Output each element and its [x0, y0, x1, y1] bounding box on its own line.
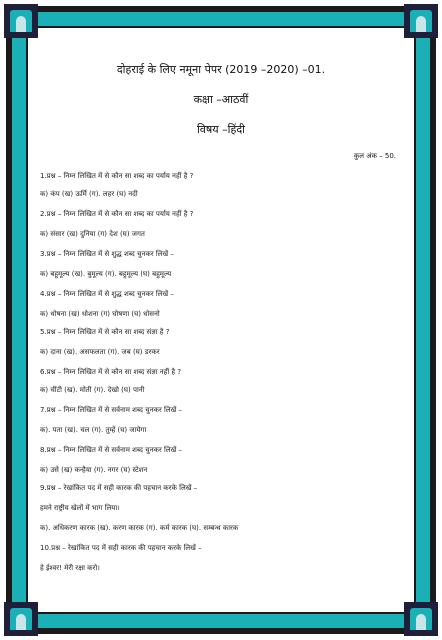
corner-ornament-bottom-left: [4, 602, 38, 636]
options-4: क) धोषना (ख) धोशना (ग) घोषणा (घ) धोसनो: [40, 310, 160, 318]
subject-line: विषय –हिंदी: [196, 123, 246, 136]
question-1: 1.प्रश्न – निम्न लिखित में से कौन सा शब्द का पर्याय नहीं है ?: [40, 172, 194, 180]
question-4: 4.प्रश्न – निम्न लिखित में से शुद्ध शब्द चुनकर लिखें –: [40, 290, 174, 298]
options-8: क) उसे (ख) कन्हैया (ग). नगर (घ) स्टेशन: [40, 466, 148, 474]
options-3: क) बहूमूल्य (ख). बुमूल्य (ग). बहुमूल्य (घ) बहुमूल्य: [40, 270, 172, 278]
class-line: कक्षा –आठवीं: [193, 93, 249, 106]
options-2: क) संसार (ख) दुनिया (ग) देश (घ) जगत: [40, 230, 145, 238]
question-5: 5.प्रश्न – निम्न लिखित में से कौन सा शब्द संज्ञा है ?: [40, 328, 170, 336]
question-6: 6.प्रश्न – निम्न लिखित में से कौन सा शब्द संज्ञा नहीं है ?: [40, 368, 182, 376]
options-1: क) कंप (ख) ऊर्मि (ग). लहर (घ) नदी: [40, 190, 138, 198]
document-body: [40, 40, 402, 600]
options-9: क). अधिकरण कारक (ख). करण कारक (ग). कर्म कारक (घ). सम्बन्ध कारक: [40, 524, 239, 532]
question-10: 10.प्रश्न – रेखांकित पद में सही कारक की पहचान करके लिखें –: [40, 544, 202, 552]
sentence-10: हे ईश्वर! मेरी रक्षा करो।: [40, 564, 100, 572]
options-5: क) दाना (ख). असफलता (ग). जब (घ) डरकर: [40, 348, 160, 356]
question-3: 3.प्रश्न – निम्न लिखित में से शुद्ध शब्द चुनकर लिखें –: [40, 250, 174, 258]
sentence-9: हमने राष्ट्रीय खेलों में भाग लिया।: [40, 504, 120, 512]
corner-ornament-top-left: [4, 4, 38, 38]
question-9: 9.प्रश्न – रेखांकित पद में सही कारक की पहचान करके लिखें –: [40, 484, 198, 492]
paper-title: दोहराई के लिए नमूना पेपर (2019 –2020) –01.: [116, 63, 326, 76]
total-marks: कुल अंक – 50.: [353, 152, 396, 160]
question-7: 7.प्रश्न – निम्न लिखित में से सर्वनाम शब्द चुनकर लिखें –: [40, 406, 182, 414]
question-2: 2.प्रश्न – निम्न लिखित में से कौन सा शब्द का पर्याय नहीं है ?: [40, 210, 194, 218]
options-7: क). पता (ख). चल (ग). तुम्हें (घ) जायेगा: [40, 426, 147, 434]
options-6: क) चींटी (ख). मोती (ग). देखो (घ) पानी: [40, 386, 145, 394]
corner-ornament-bottom-right: [404, 602, 438, 636]
corner-ornament-top-right: [404, 4, 438, 38]
question-8: 8.प्रश्न – निम्न लिखित में से सर्वनाम शब्द चुनकर लिखें –: [40, 446, 182, 454]
